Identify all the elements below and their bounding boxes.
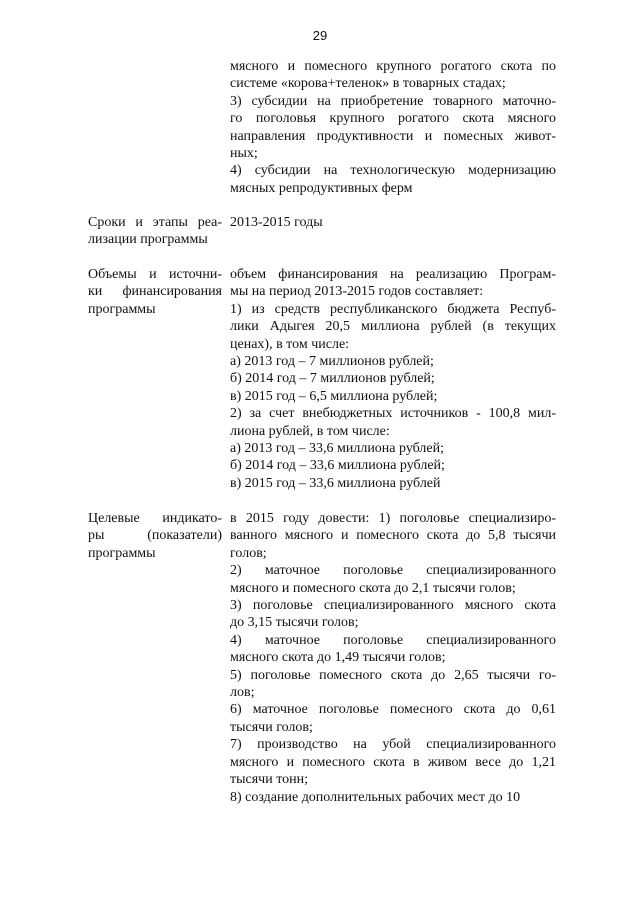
label-line: ки финансирования bbox=[88, 284, 222, 300]
text-line: мясного и помесного скота в живом весе до 1,21 bbox=[230, 754, 556, 770]
text-line: объем финансирования на реализацию Програм- bbox=[230, 267, 556, 282]
text-line: а) 2013 год – 33,6 миллиона рублей; bbox=[230, 441, 444, 457]
text-line: до 3,15 тысячи голов; bbox=[230, 615, 359, 631]
label-line: программы bbox=[88, 301, 156, 317]
text-line: тысячи тонн; bbox=[230, 772, 309, 788]
text-line: б) 2014 год – 7 миллионов рублей; bbox=[230, 371, 435, 387]
section-label bbox=[88, 214, 222, 249]
text-line: направления продуктивности и помесных живот- bbox=[230, 128, 556, 144]
text-line: 6) маточное поголовье помесного скота до 0,61 bbox=[230, 702, 556, 718]
text-line: мясного и помесного крупного рогатого скота по bbox=[230, 59, 556, 74]
text-line: в) 2015 год – 6,5 миллиона рублей; bbox=[230, 388, 438, 404]
text-line: лиона рублей, в том числе: bbox=[230, 423, 390, 439]
text-line: в 2015 году довести: 1) поголовье специализиро- bbox=[230, 511, 556, 526]
text-line: лов; bbox=[230, 685, 255, 701]
text-line: 3) поголовье специализированного мясного скота bbox=[230, 598, 556, 614]
text-line: голов; bbox=[230, 545, 267, 561]
text-line: а) 2013 год – 7 миллионов рублей; bbox=[230, 354, 434, 370]
label-line: лизации программы bbox=[88, 232, 208, 248]
label-line: программы bbox=[88, 545, 156, 561]
label-line: Объемы и источни- bbox=[88, 267, 222, 282]
label-line: Сроки и этапы реа- bbox=[88, 215, 222, 230]
text-line: 2) маточное поголовье специализированного bbox=[230, 563, 556, 579]
text-line: 4) субсидии на технологическую модернизацию bbox=[230, 163, 556, 179]
text-line: ценах), в том числе: bbox=[230, 336, 350, 352]
text-line: в) 2015 год – 33,6 миллиона рублей bbox=[230, 475, 441, 491]
page-number: 29 bbox=[312, 28, 328, 43]
section-content bbox=[230, 266, 556, 492]
text-line: 8) создание дополнительных рабочих мест до 10 bbox=[230, 789, 521, 805]
text-line: ных; bbox=[230, 146, 258, 162]
text-line: 5) поголовье помесного скота до 2,65 тысячи го- bbox=[230, 667, 556, 683]
section-label bbox=[88, 510, 222, 562]
text-line: мясных репродуктивных ферм bbox=[230, 180, 413, 196]
text-line: го поголовья крупного рогатого скота мясного bbox=[230, 111, 556, 127]
label-line: ры (показатели) bbox=[88, 528, 222, 544]
text-line: системе «корова+теленок» в товарных стадах; bbox=[230, 76, 506, 92]
label-line: Целевые индикато- bbox=[88, 511, 222, 526]
text-line: ванного мясного и помесного скота до 5,8 тысячи bbox=[230, 528, 556, 544]
text-line: мясного скота до 1,49 тысячи голов; bbox=[230, 650, 446, 666]
text-line: тысячи голов; bbox=[230, 719, 313, 735]
section-content bbox=[230, 214, 556, 231]
text-line: 7) производство на убой специализированного bbox=[230, 737, 556, 753]
continuation-text bbox=[230, 58, 556, 197]
section-content bbox=[230, 510, 556, 806]
text-line: б) 2014 год – 33,6 миллиона рублей; bbox=[230, 458, 445, 474]
text-line: мы на период 2013-2015 годов составляет: bbox=[230, 284, 484, 300]
text-line: 4) маточное поголовье специализированного bbox=[230, 632, 556, 648]
text-line: 2013-2015 годы bbox=[230, 215, 323, 230]
text-line: лики Адыгея 20,5 миллиона рублей (в текущих bbox=[230, 319, 556, 335]
text-line: 2) за счет внебюджетных источников - 100,8 мил- bbox=[230, 406, 556, 422]
section-label bbox=[88, 266, 222, 318]
text-line: 1) из средств республиканского бюджета Респуб- bbox=[230, 301, 556, 317]
text-line: мясного и помесного скота до 2,1 тысячи голов; bbox=[230, 580, 516, 596]
text-line: 3) субсидии на приобретение товарного маточно- bbox=[230, 93, 556, 109]
